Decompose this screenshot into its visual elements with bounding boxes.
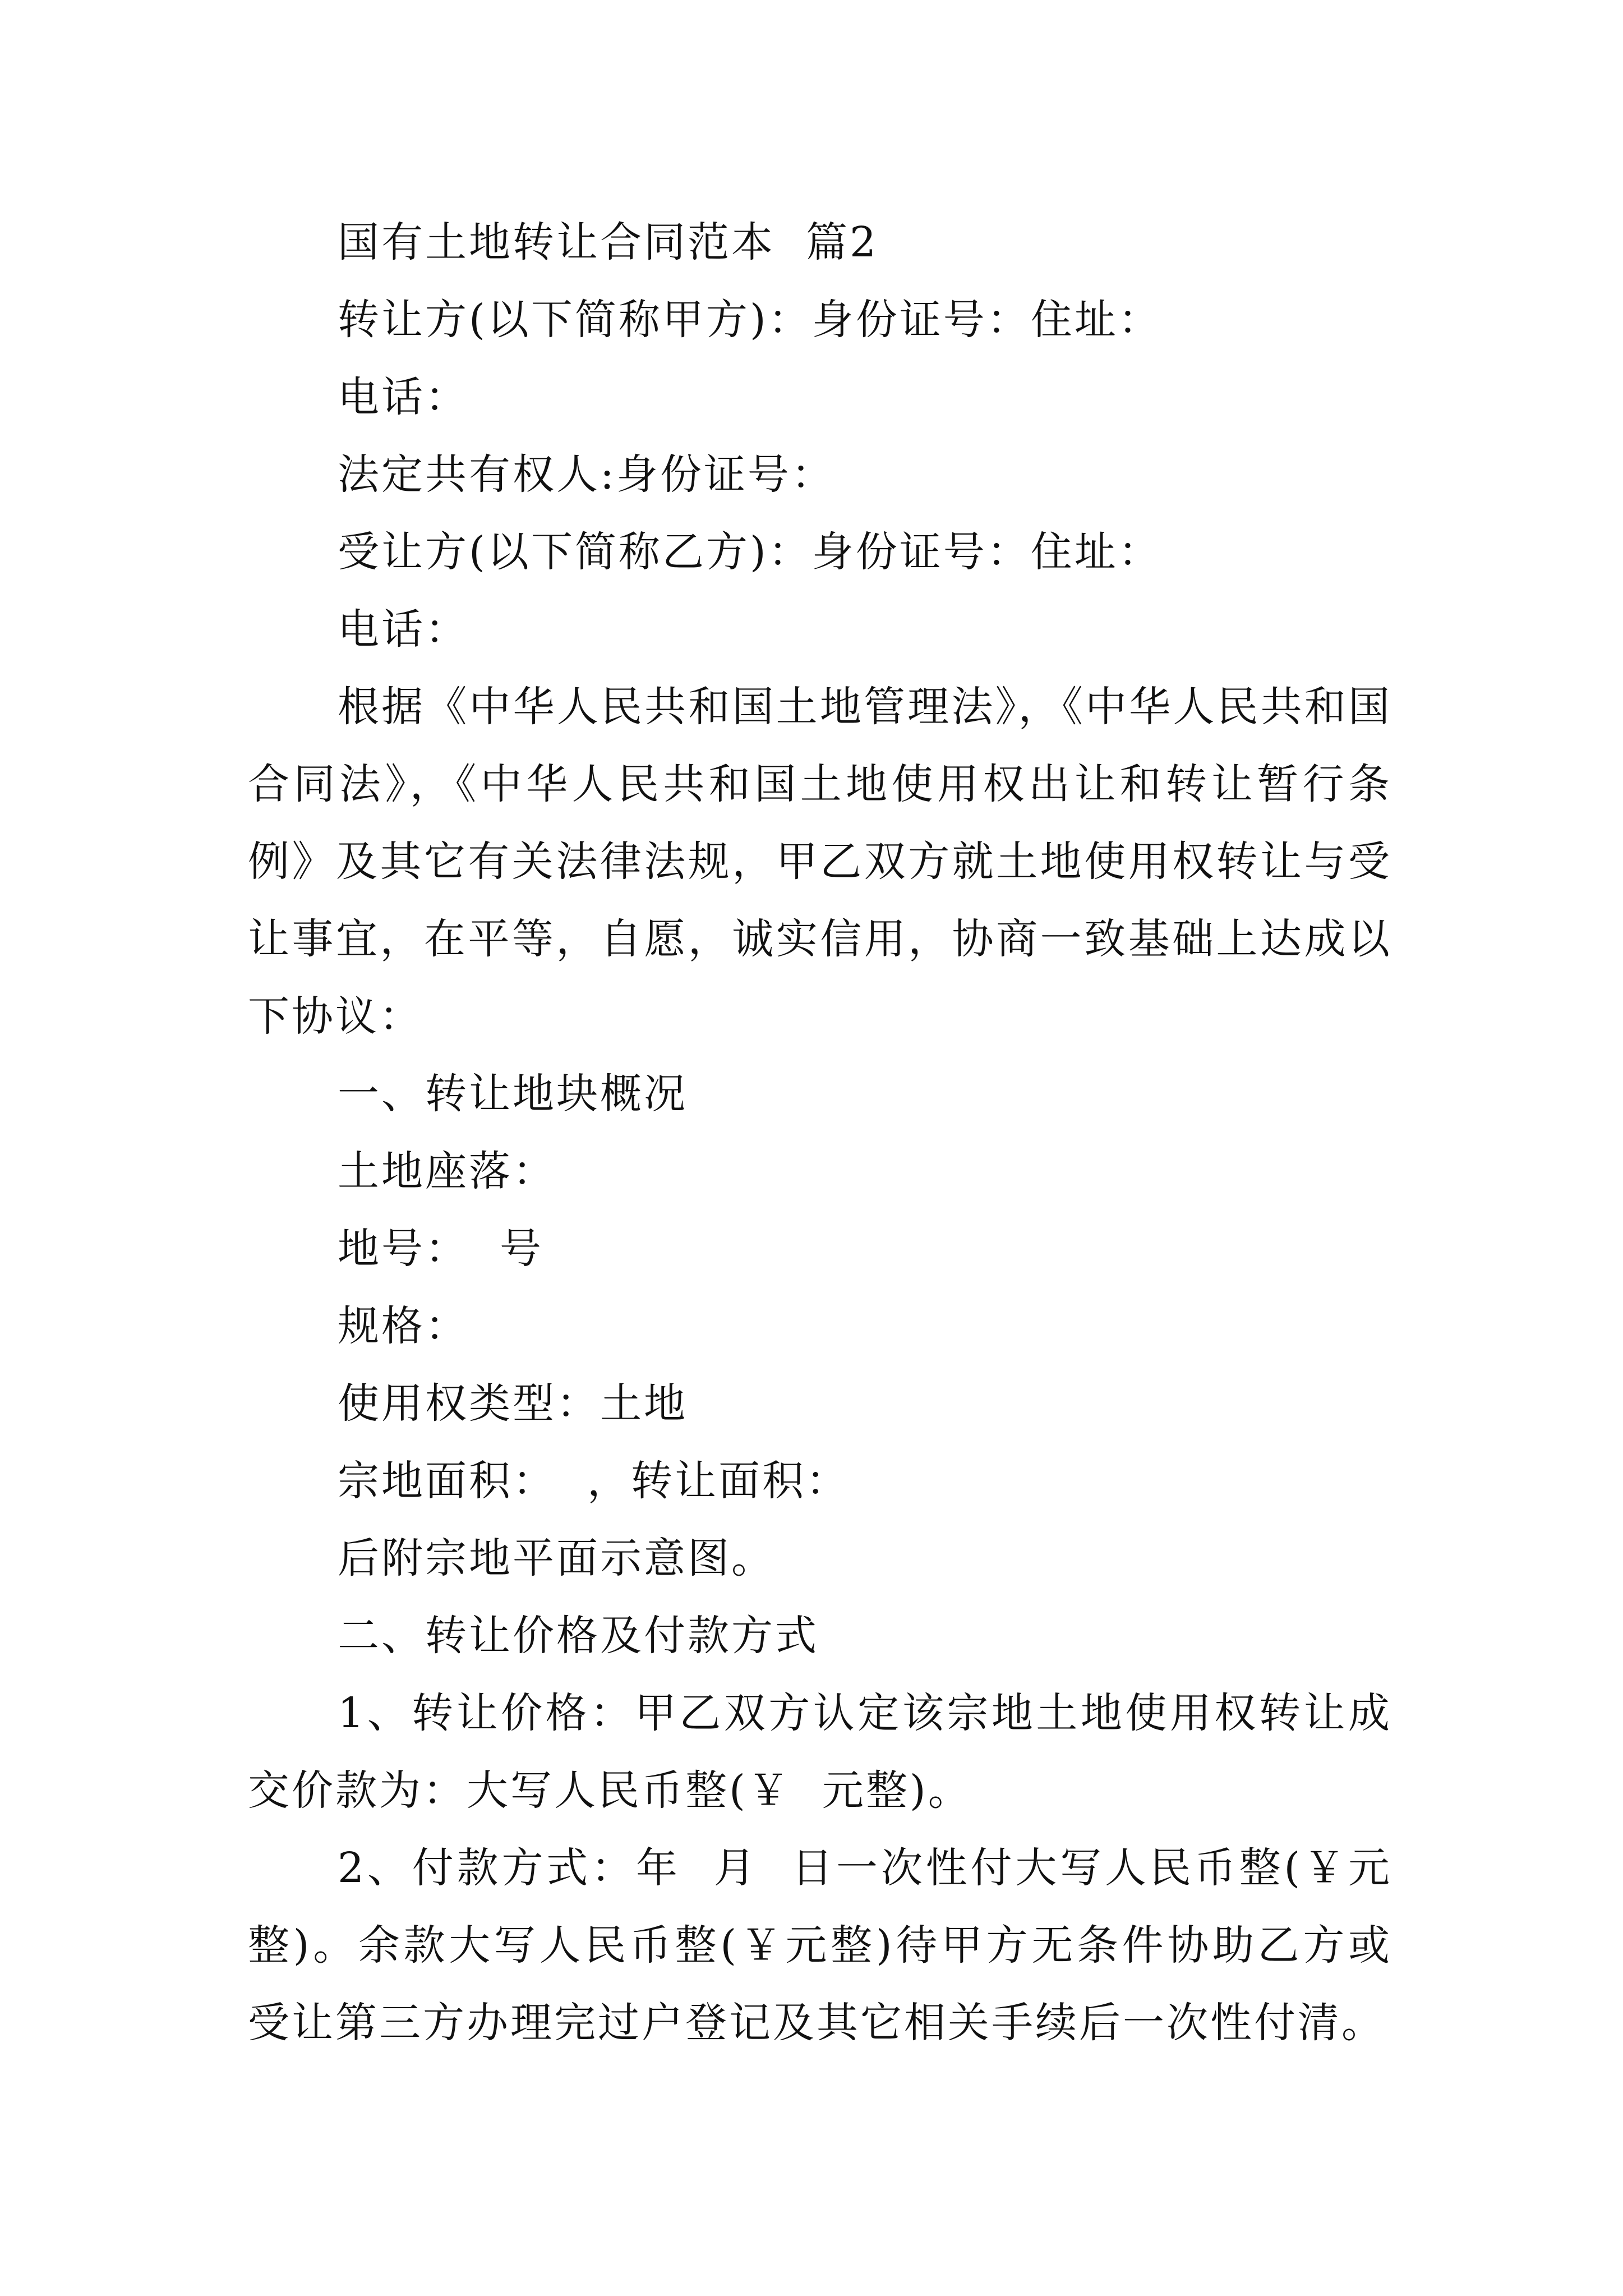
use-right-type: 使用权类型：土地 [338, 1379, 688, 1428]
document-body [248, 204, 1392, 2062]
transferor-phone: 电话： [338, 373, 469, 421]
area-line: 宗地面积： ，转让面积： [338, 1457, 850, 1505]
payment-clause: 2、付款方式：年 月 日一次性付大写人民币整(￥元整)。余款大写人民币整(￥元整)待甲方无条件协助乙方或受让第三方办理完过户登记及其它相关手续后一次性付清。 [248, 1844, 1392, 2047]
transferor-line: 转让方(以下简称甲方)：身份证号：住址： [338, 296, 1162, 344]
specification: 规格： [338, 1302, 469, 1350]
transferee-line: 受让方(以下简称乙方)：身份证号：住址： [338, 528, 1162, 576]
co-owner-line: 法定共有权人:身份证号： [338, 450, 835, 499]
basis-paragraph: 根据《中华人民共和国土地管理法》，《中华人民共和国合同法》，《中华人民共和国土地使用权出让和转让暂行条例》及其它有关法律法规，甲乙双方就土地使用权转让与受让事宜，在平等，自愿，诚实信用，协商一致基础上达成以下协议： [248, 683, 1392, 1041]
section1-heading: 一、转让地块概况 [338, 1070, 688, 1118]
land-number: 地号： 号 [338, 1225, 544, 1273]
section2-heading: 二、转让价格及付款方式 [338, 1612, 819, 1660]
attachment-note: 后附宗地平面示意图。 [338, 1534, 775, 1582]
land-location: 土地座落： [338, 1147, 556, 1195]
price-clause: 1、转让价格：甲乙双方认定该宗地土地使用权转让成交价款为：大写人民币整(￥ 元整)。 [248, 1689, 1392, 1815]
document-title: 国有土地转让合同范本 篇2 [338, 218, 879, 266]
transferee-phone: 电话： [338, 605, 469, 654]
